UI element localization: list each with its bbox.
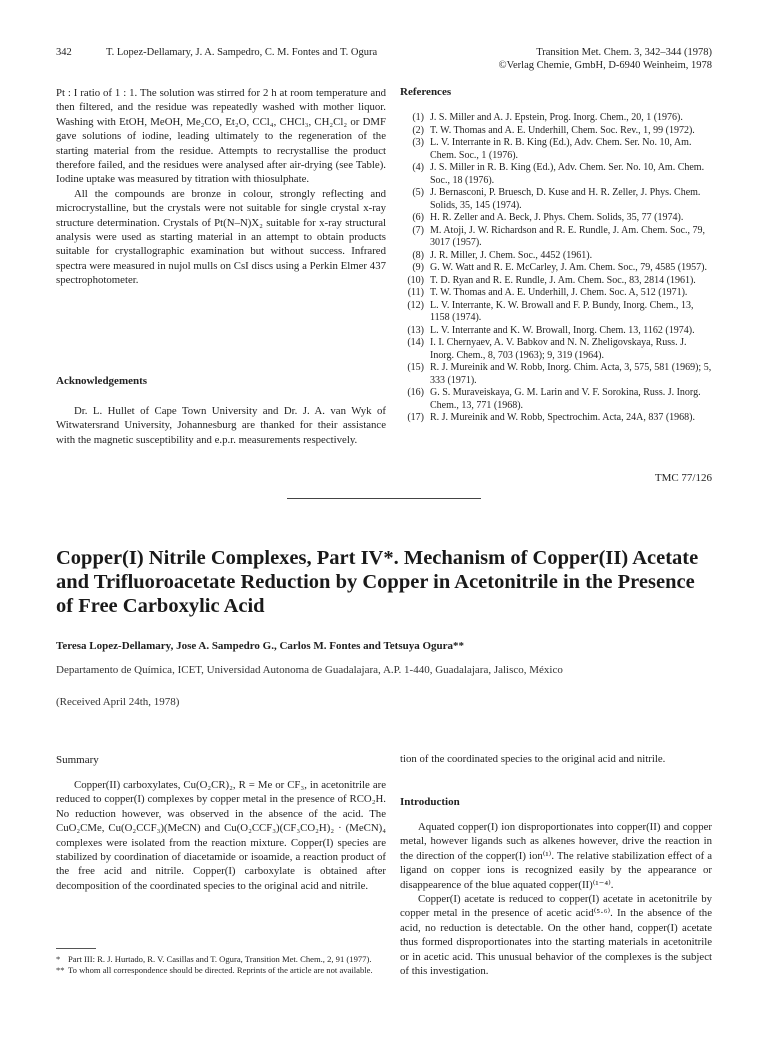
footnote-text: Part III: R. J. Hurtado, R. V. Casillas and T. Ogura, Transition Met. Chem., 2, 91 (1977). (68, 954, 372, 964)
reference-item (400, 125, 712, 138)
publisher-line: ©Verlag Chemie, GmbH, D-6940 Weinheim, 1978 (498, 60, 712, 71)
reference-number: (8) (412, 249, 424, 261)
reference-text: L. V. Interrante and K. W. Browall, Inorg. Chem. 13, 1162 (1974). (430, 324, 695, 336)
reference-number: (6) (412, 212, 424, 223)
reference-text: J. R. Miller, J. Chem. Soc., 4452 (1961). (430, 249, 593, 261)
reference-number: (11) (407, 287, 424, 298)
reference-item (400, 362, 712, 387)
reference-number: (10) (407, 274, 424, 286)
reference-number: (15) (407, 362, 424, 373)
footnotes (56, 954, 376, 975)
reference-text: T. D. Ryan and R. E. Rundle, J. Am. Chem. Soc., 83, 2814 (1961). (430, 274, 696, 286)
reference-item (400, 162, 712, 187)
reference-item (400, 287, 712, 300)
running-authors: T. Lopez-Dellamary, J. A. Sampedro, C. M. Fontes and T. Ogura (106, 47, 378, 58)
summary-continuation: tion of the coordinated species to the original acid and nitrile. (400, 753, 666, 765)
reference-text: G. W. Watt and R. E. McCarley, J. Am. Chem. Soc., 79, 4585 (1957). (430, 262, 707, 273)
reference-item (400, 137, 712, 162)
reference-item (400, 387, 712, 412)
reference-text: G. S. Muraveiskaya, G. M. Larin and V. F. Sorokina, Russ. J. Inorg. Chem., 13, 771 (1968). (430, 387, 701, 411)
reference-number: (5) (412, 187, 424, 198)
article-divider (287, 498, 481, 499)
article-title: Copper(I) Nitrile Complexes, Part IV*. Mechanism of Copper(II) Acetate and Trifluoroacetate Reduction by Copper in Acetonitrile in the Presence of Free Carboxylic Acid (56, 547, 699, 617)
paragraph: All the compounds are bronze in colour, strongly reflecting and microcrystalline, but the crystals were not suitable for single crystal x-ray structure determination. Crystals of Pt(N–N)X₂ suitable for x-ray structural analysis were used as starting material in an attempt to obtain products suitable for crystallographic examination but without success. Infrared spectra were measured in nujol mulls on CsI discs using a Perkin Elmer 437 spectrophotometer. (56, 187, 386, 287)
references-heading: References (400, 86, 452, 98)
reference-text: H. R. Zeller and A. Beck, J. Phys. Chem. Solids, 35, 77 (1974). (430, 212, 684, 223)
journal-citation: Transition Met. Chem. 3, 342–344 (1978) (536, 47, 712, 58)
acknowledgements-text: Dr. L. Hullet of Cape Town University and Dr. J. A. van Wyk of Witwatersrand University, Johannesburg are thanked for their assistance with the magnetic susceptibility and e.p.r. measurements respectively. (56, 405, 386, 446)
reference-item (400, 250, 712, 263)
paragraph: Pt : I ratio of 1 : 1. The solution was stirred for 2 h at room temperature and then filtered, and the residue was repeatedly washed with mother liquor. Washing with EtOH, MeOH, Me₂CO, Et₂O, CCl₄, CHCl₃, CH₂Cl₂ or DMF gave solutions of iodine, leading ultimately to the regeneration of the starting material from the residue. Attempts to recrystallise the product therefore failed, and the residues were analysed after air-drying (see Table). Iodine uptake was measured by titration with thiosulphate. (56, 87, 386, 186)
reference-text: M. Atoji, J. W. Richardson and R. E. Rundle, J. Am. Chem. Soc., 79, 3017 (1957). (430, 224, 706, 248)
reference-text: R. J. Mureinik and W. Robb, Inorg. Chim. Acta, 3, 575, 581 (1969); 5, 333 (1971). (430, 362, 712, 386)
reference-text: J. S. Miller in R. B. King (Ed.), Adv. Chem. Ser. No. 10, Am. Chem. Soc., 18 (1976). (430, 162, 705, 186)
reference-list (400, 112, 712, 425)
footnote-marker: ** (56, 964, 65, 975)
reference-number: (14) (407, 337, 424, 348)
received-date: (Received April 24th, 1978) (56, 696, 180, 708)
footnote-item (56, 965, 376, 976)
reference-number: (12) (407, 299, 424, 311)
summary-text: Copper(II) carboxylates, Cu(O₂CR)₂, R = Me or CF₃, in acetonitrile are reduced to copper(I) complexes by copper metal in the presence of RCO₂H. No reduction however, was observed in the absence of the acid. The CuO₂CMe, Cu(O₂CCF₃)(MeCN) and Cu(O₂CCF₃)(CF₃CO₂H)₂ · (MeCN)₄ complexes were isolated from the reaction mixture. Copper(I) species are stabilized by coordination of diacetamide or isoamide, a reaction product of the free acid and nitrile. Copper(I) carboxylate is obtained after decomposition of the coordinated species to the original acid and nitrile. (56, 779, 386, 892)
footnote-item (56, 954, 376, 965)
footnote-text: To whom all correspondence should be directed. Reprints of the article are not available. (68, 964, 373, 975)
reference-text: J. S. Miller and A. J. Epstein, Prog. Inorg. Chem., 20, 1 (1976). (430, 112, 683, 123)
reference-item (400, 262, 712, 275)
reference-number: (1) (412, 112, 424, 123)
reference-item (400, 412, 712, 425)
reference-item (400, 112, 712, 125)
footnote-marker: * (56, 954, 61, 964)
paragraph: Copper(I) acetate is reduced to copper(I) acetate in acetonitrile by copper metal in the presence of acetic acid⁽⁵·⁶⁾. In the absence of the acid, no reduction is detectable. On the other hand, copper(I) acetate thus formed disproportionates into the starting materials in acetonitrile or in acetic acid. This unusual behavior of the complexes is the subject of this investigation. (400, 893, 712, 978)
article-authors: Teresa Lopez-Dellamary, Jose A. Sampedro G., Carlos M. Fontes and Tetsuya Ogura** (56, 640, 465, 652)
reference-number: (17) (407, 412, 424, 423)
summary-heading: Summary (56, 754, 99, 766)
reference-number: (13) (407, 324, 424, 336)
reference-item (400, 225, 712, 250)
reference-text: L. V. Interrante, K. W. Browall and F. P. Bundy, Inorg. Chem., 13, 1158 (1974). (430, 299, 694, 323)
reference-item (400, 212, 712, 225)
footnote-rule (56, 948, 96, 949)
reference-number: (7) (412, 224, 424, 236)
manuscript-code: TMC 77/126 (654, 472, 712, 484)
reference-text: T. W. Thomas and A. E. Underhill, Chem. Soc. Rev., 1, 99 (1972). (430, 124, 695, 136)
reference-number: (2) (412, 124, 424, 136)
reference-item (400, 300, 712, 325)
reference-text: I. I. Chernyaev, A. V. Babkov and N. N. Zheligovskaya, Russ. J. Inorg. Chem., 8, 703 (1963); 9, 319 (1964). (430, 337, 687, 361)
reference-number: (4) (412, 162, 424, 173)
introduction-heading: Introduction (400, 796, 460, 808)
reference-item (400, 337, 712, 362)
reference-item (400, 187, 712, 212)
paragraph: Aquated copper(I) ion disproportionates into copper(II) and copper metal, however ligands such as alkenes however, drive the reaction in the direction of the copper(I) ion⁽¹⁾. The relative stabilization effect of a ligand on copper ions is recognized easily by the appearance or disappearence of the blue aquated copper(II)⁽¹⁻⁴⁾. (400, 821, 712, 891)
page-number: 342 (56, 47, 72, 58)
reference-text: T. W. Thomas and A. E. Underhill, J. Chem. Soc. A, 512 (1971). (430, 287, 688, 298)
reference-item (400, 275, 712, 288)
acknowledgements-heading: Acknowledgements (56, 375, 148, 387)
reference-text: J. Bernasconi, P. Bruesch, D. Kuse and H. R. Zeller, J. Phys. Chem. Solids, 35, 145 (1974). (430, 187, 701, 211)
reference-text: L. V. Interrante in R. B. King (Ed.), Adv. Chem. Ser. No. 10, Am. Chem. Soc., 1 (1976). (430, 137, 692, 161)
reference-number: (9) (412, 262, 424, 273)
article-affiliation: Departamento de Química, ICET, Universidad Autonoma de Guadalajara, A.P. 1-440, Guadalajara, Jalisco, México (56, 664, 563, 676)
reference-number: (16) (407, 387, 424, 398)
reference-text: R. J. Mureinik and W. Robb, Spectrochim. Acta, 24A, 837 (1968). (430, 412, 695, 423)
prev-article-left-column (56, 86, 386, 288)
introduction-text (400, 820, 712, 978)
reference-item (400, 325, 712, 338)
reference-number: (3) (412, 137, 424, 148)
